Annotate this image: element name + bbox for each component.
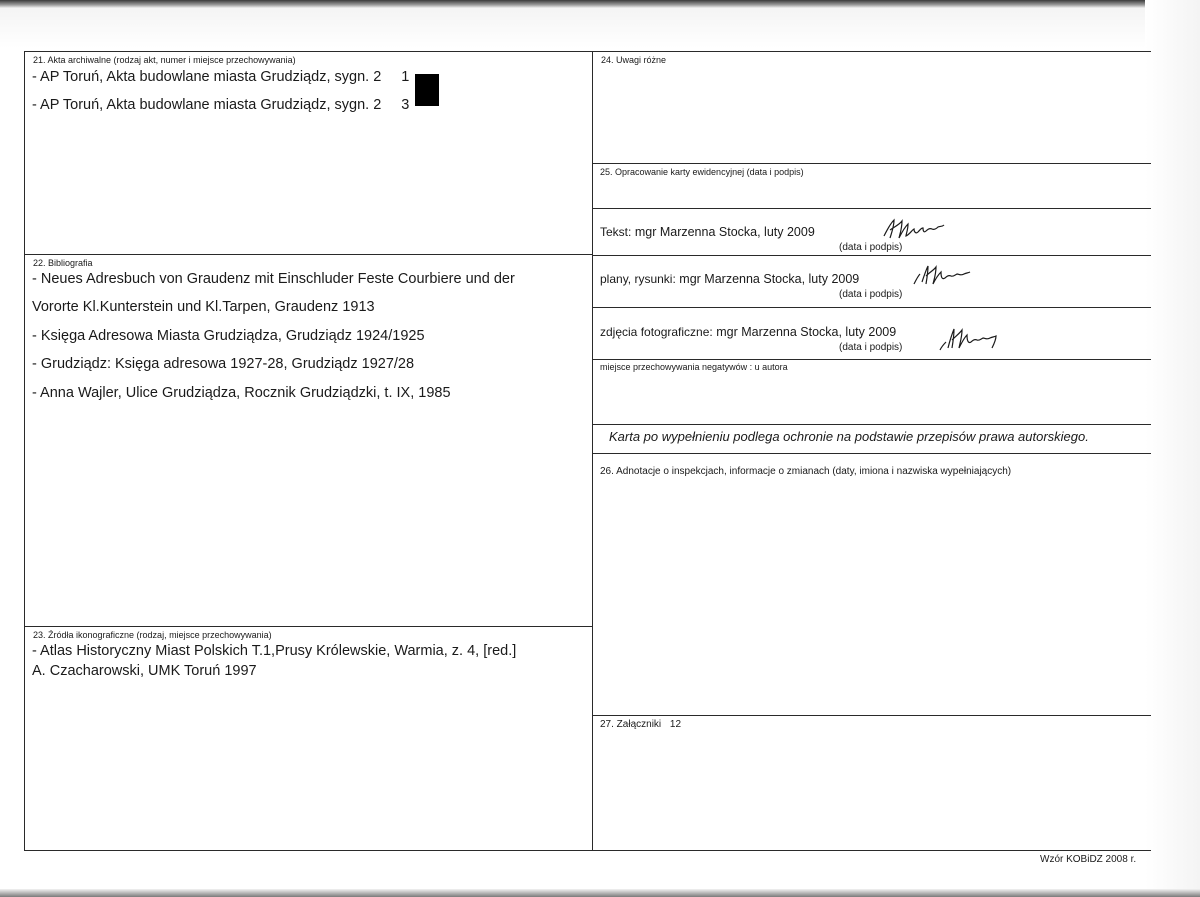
- section21-item-2-text: - AP Toruń, Akta budowlane miasta Grudziądz, sygn. 2: [32, 97, 382, 113]
- zdjecia-value: mgr Marzenna Stocka, luty 2009: [716, 325, 897, 339]
- frame-middle-line: [592, 51, 593, 851]
- section27-row: [600, 719, 681, 730]
- signature-tekst: [880, 216, 950, 244]
- plany-value: mgr Marzenna Stocka, luty 2009: [679, 272, 860, 286]
- scan-top-shadow: [0, 8, 1200, 48]
- divider-24-25: [592, 163, 1151, 164]
- section27-label: 27. Załączniki: [600, 719, 662, 730]
- section24-label: 24. Uwagi różne: [601, 55, 667, 65]
- section21-item-1-tail: 1: [401, 69, 410, 85]
- section22-item-1: - Neues Adresbuch von Graudenz mit Einschluder Feste Courbiere und der: [32, 271, 515, 287]
- divider-21-22: [24, 254, 593, 255]
- divider-zdjecia-negatywy: [592, 359, 1151, 360]
- section26-label: 26. Adnotacje o inspekcjach, informacje o zmianach (daty, imiona i nazwiska wypełniających): [600, 466, 1012, 477]
- divider-note-26: [592, 453, 1151, 454]
- negatywy-row: [600, 362, 788, 373]
- section21-item-1-text: - AP Toruń, Akta budowlane miasta Grudziądz, sygn. 2: [32, 69, 382, 85]
- plany-prefix: plany, rysunki:: [600, 272, 676, 286]
- frame-bottom-line: [24, 850, 1151, 851]
- section27-value: 12: [669, 719, 682, 730]
- redaction-block: [415, 74, 439, 106]
- section21-item-1: [32, 68, 409, 86]
- section22-item-5: - Anna Wajler, Ulice Grudziądza, Rocznik Grudziądzki, t. IX, 1985: [32, 385, 451, 401]
- divider-plany-zdjecia: [592, 307, 1151, 308]
- signature-zdjecia: [936, 324, 1006, 354]
- section25-label: 25. Opracowanie karty ewidencyjnej (data i podpis): [600, 167, 804, 177]
- frame-top-line: [24, 51, 1151, 52]
- divider-negatywy-note: [592, 424, 1151, 425]
- copyright-note: Karta po wypełnieniu podlega ochronie na podstawie przepisów prawa autorskiego.: [609, 429, 1089, 444]
- divider-tekst-plany: [592, 255, 1151, 256]
- tekst-caption: (data i podpis): [839, 242, 903, 253]
- section23-label: 23. Źródła ikonograficzne (rodzaj, miejsce przechowywania): [33, 630, 272, 640]
- section22-label: 22. Bibliografia: [33, 258, 93, 268]
- divider-22-23: [24, 626, 593, 627]
- tekst-value: mgr Marzenna Stocka, luty 2009: [634, 225, 815, 239]
- section22-item-3: - Księga Adresowa Miasta Grudziądza, Grudziądz 1924/1925: [32, 328, 425, 344]
- divider-26-27: [592, 715, 1151, 716]
- tekst-row: [600, 225, 815, 240]
- divider-25-tekst: [592, 208, 1151, 209]
- section22-item-2: Vororte Kl.Kunterstein und Kl.Tarpen, Graudenz 1913: [32, 299, 375, 315]
- form-template-footer: Wzór KOBiDZ 2008 r.: [1040, 854, 1137, 865]
- scan-top-edge: [0, 0, 1200, 8]
- zdjecia-row: [600, 325, 896, 340]
- zdjecia-prefix: zdjęcia fotograficzne:: [600, 325, 713, 339]
- scan-bottom-edge: [0, 889, 1200, 897]
- zdjecia-caption: (data i podpis): [839, 342, 903, 353]
- scan-right-edge: [1145, 0, 1200, 897]
- section23-item-2: A. Czacharowski, UMK Toruń 1997: [32, 663, 257, 679]
- section21-label: 21. Akta archiwalne (rodzaj akt, numer i miejsce przechowywania): [33, 55, 296, 65]
- section23-item-1: - Atlas Historyczny Miast Polskich T.1,Prusy Królewskie, Warmia, z. 4, [red.]: [32, 643, 517, 659]
- section21-item-2: [32, 96, 409, 114]
- negatywy-label: miejsce przechowywania negatywów :: [600, 362, 753, 372]
- tekst-prefix: Tekst:: [600, 225, 632, 239]
- plany-row: [600, 272, 859, 287]
- signature-plany: [910, 262, 980, 290]
- plany-caption: (data i podpis): [839, 289, 903, 300]
- section21-item-2-tail: 3: [401, 97, 410, 113]
- frame-left-line: [24, 51, 25, 851]
- section22-item-4: - Grudziądz: Księga adresowa 1927-28, Grudziądz 1927/28: [32, 356, 415, 372]
- negatywy-value: u autora: [754, 362, 788, 372]
